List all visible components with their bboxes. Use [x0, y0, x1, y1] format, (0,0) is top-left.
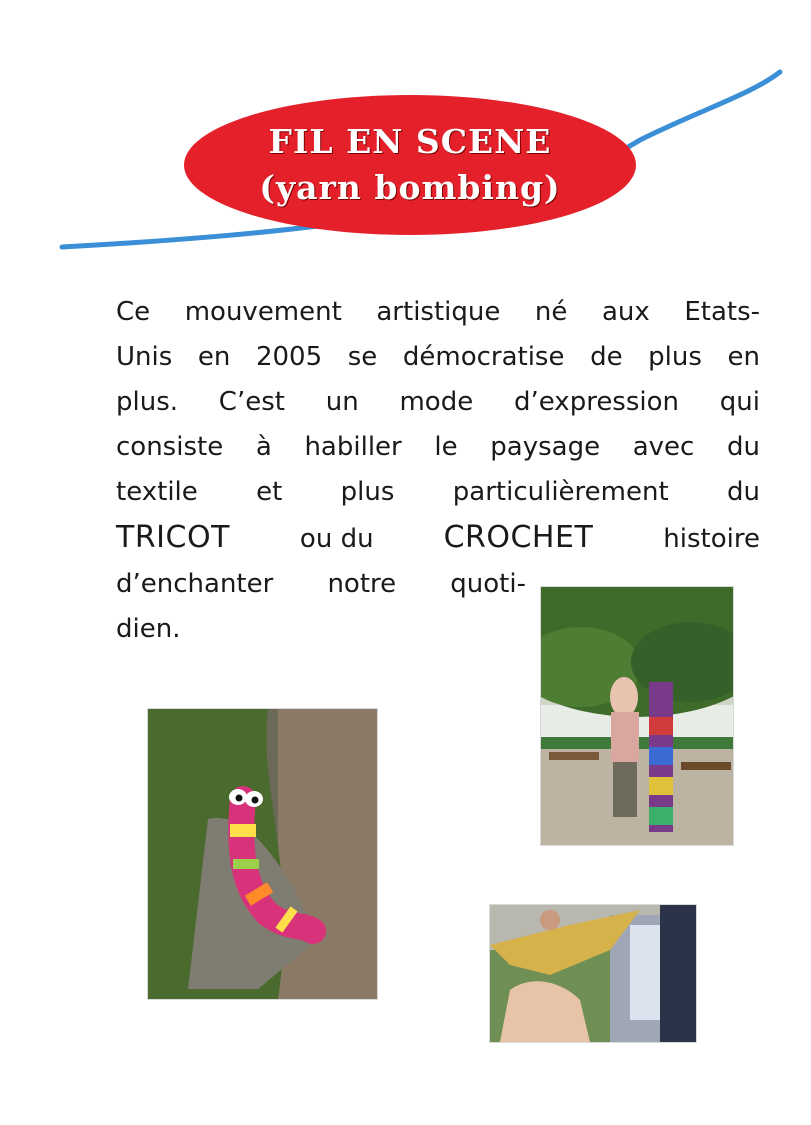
word-ou-du: ou du [299, 524, 374, 554]
word-histoire: histoire [663, 524, 760, 554]
title-block [186, 95, 634, 235]
photo-knitted-worm [147, 708, 378, 1000]
title-line-1: FIL EN SCENE [268, 122, 552, 161]
body-line-5: textile et plus particulièrement du [116, 477, 760, 507]
body-line-7: d’enchanter notre quoti- [116, 569, 526, 599]
word-crochet: CROCHET [443, 520, 594, 555]
word-tricot: TRICOT [116, 520, 230, 555]
photo-yarn-wrapped-tree [540, 586, 734, 846]
body-line-2: Unis en 2005 se démocratise de plus en [116, 342, 760, 372]
body-line-1: Ce mouvement artistique né aux Etats- [116, 297, 760, 327]
photo-yarn-craft-hands [489, 904, 697, 1043]
body-line-6 [116, 515, 760, 562]
body-line-3: plus. C’est un mode d’expression qui [116, 387, 760, 417]
body-line-8: dien. [116, 614, 181, 644]
body-line-4: consiste à habiller le paysage avec du [116, 432, 760, 462]
title-line-2: (yarn bombing) [259, 168, 561, 207]
